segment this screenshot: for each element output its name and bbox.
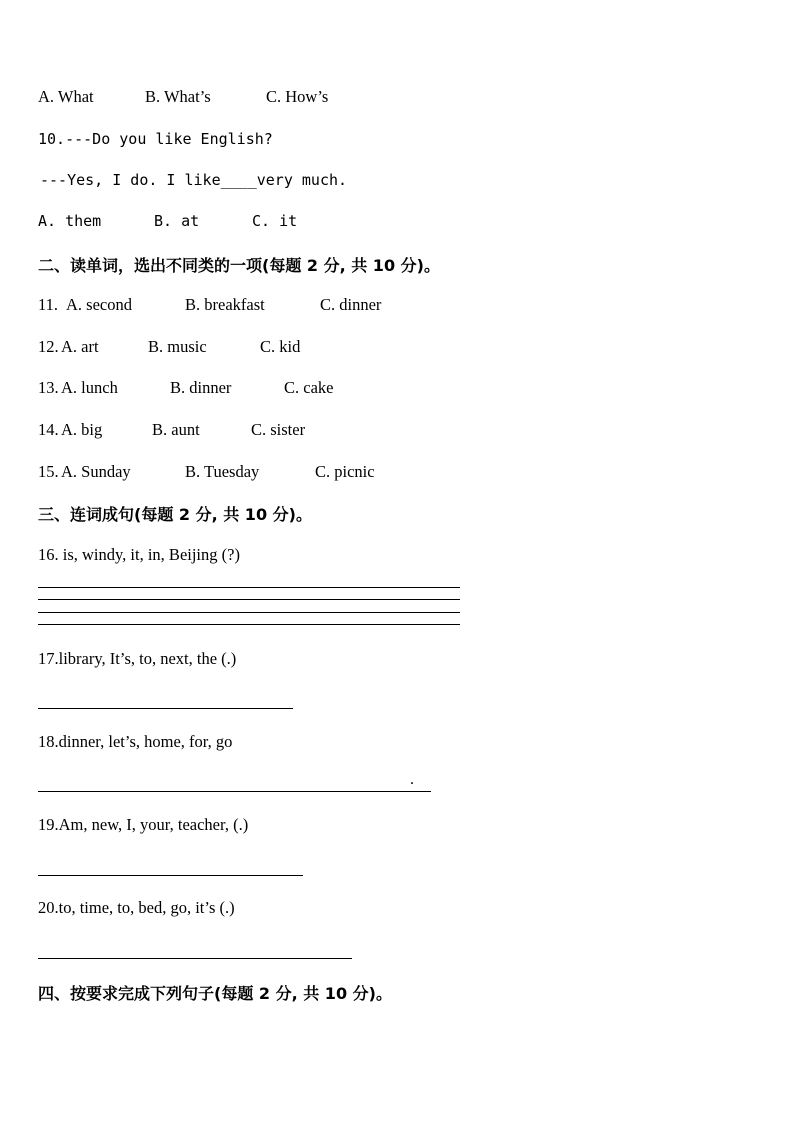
q18-period: .	[410, 771, 414, 788]
q10-option-a: A. them	[38, 212, 102, 230]
q13-row	[38, 378, 333, 398]
q16-answer-line-3	[38, 612, 460, 613]
q17-number: 17.	[38, 649, 59, 668]
q20-row	[38, 898, 235, 918]
q15-option-a: A. Sunday	[61, 462, 131, 481]
q20-number: 20.	[38, 898, 59, 917]
q14-option-b: B. aunt	[152, 420, 200, 439]
q11-number: 11.	[38, 295, 59, 314]
q17-answer-line	[38, 708, 293, 709]
q11-option-a: A. second	[66, 295, 132, 314]
q14-row	[38, 420, 305, 440]
q15-option-b: B. Tuesday	[185, 462, 260, 481]
q18-words: dinner, let’s, home, for, go	[58, 732, 233, 751]
q9-option-a: A. What	[38, 87, 94, 106]
q16-words: is, windy, it, in, Beijing (?)	[58, 545, 240, 564]
q16-row	[38, 545, 240, 565]
q9-option-c: C. How’s	[266, 87, 329, 106]
section3-heading: 三、连词成句(每题 2 分, 共 10 分)。	[38, 505, 312, 524]
q20-words: to, time, to, bed, go, it’s (.)	[58, 898, 235, 917]
q15-row	[38, 462, 375, 482]
q10-option-c: C. it	[252, 212, 298, 230]
q19-number: 19.	[38, 815, 59, 834]
section4-heading: 四、按要求完成下列句子(每题 2 分, 共 10 分)。	[38, 984, 392, 1003]
q13-option-c: C. cake	[284, 378, 334, 397]
q12-option-b: B. music	[148, 337, 207, 356]
q16-number: 16.	[38, 545, 59, 564]
q11-option-b: B. breakfast	[185, 295, 265, 314]
q19-words: Am, new, I, your, teacher, (.)	[58, 815, 249, 834]
q14-number: 14.	[38, 420, 59, 439]
q16-answer-line-2	[38, 599, 460, 600]
q10-option-b: B. at	[154, 212, 200, 230]
q18-number: 18.	[38, 732, 59, 751]
q10-options	[38, 212, 297, 230]
q17-words: library, It’s, to, next, the (.)	[58, 649, 237, 668]
q15-number: 15.	[38, 462, 59, 481]
q18-answer-line	[38, 791, 431, 792]
q10-question: 10.---Do you like English?	[38, 130, 273, 148]
section2-heading: 二、读单词，选出不同类的一项(每题 2 分, 共 10 分)。	[38, 256, 440, 275]
q13-option-a: A. lunch	[61, 378, 118, 397]
q19-answer-line	[38, 875, 303, 876]
q13-option-b: B. dinner	[170, 378, 232, 397]
q14-option-c: C. sister	[251, 420, 306, 439]
q9-option-b: B. What’s	[145, 87, 211, 106]
q14-option-a: A. big	[61, 420, 103, 439]
q16-answer-line-1	[38, 587, 460, 588]
q19-row	[38, 815, 248, 835]
q16-answer-line-4	[38, 624, 460, 625]
q12-number: 12.	[38, 337, 59, 356]
q12-option-c: C. kid	[260, 337, 301, 356]
q17-row	[38, 649, 236, 669]
q15-option-c: C. picnic	[315, 462, 375, 481]
q11-row	[38, 295, 381, 315]
q20-answer-line	[38, 958, 352, 959]
q10-answer: ---Yes, I do. I like____very much.	[40, 171, 348, 189]
q13-number: 13.	[38, 378, 59, 397]
q12-option-a: A. art	[61, 337, 99, 356]
q12-row	[38, 337, 300, 357]
q11-option-c: C. dinner	[320, 295, 382, 314]
q9-options	[38, 87, 328, 107]
q18-row	[38, 732, 232, 752]
